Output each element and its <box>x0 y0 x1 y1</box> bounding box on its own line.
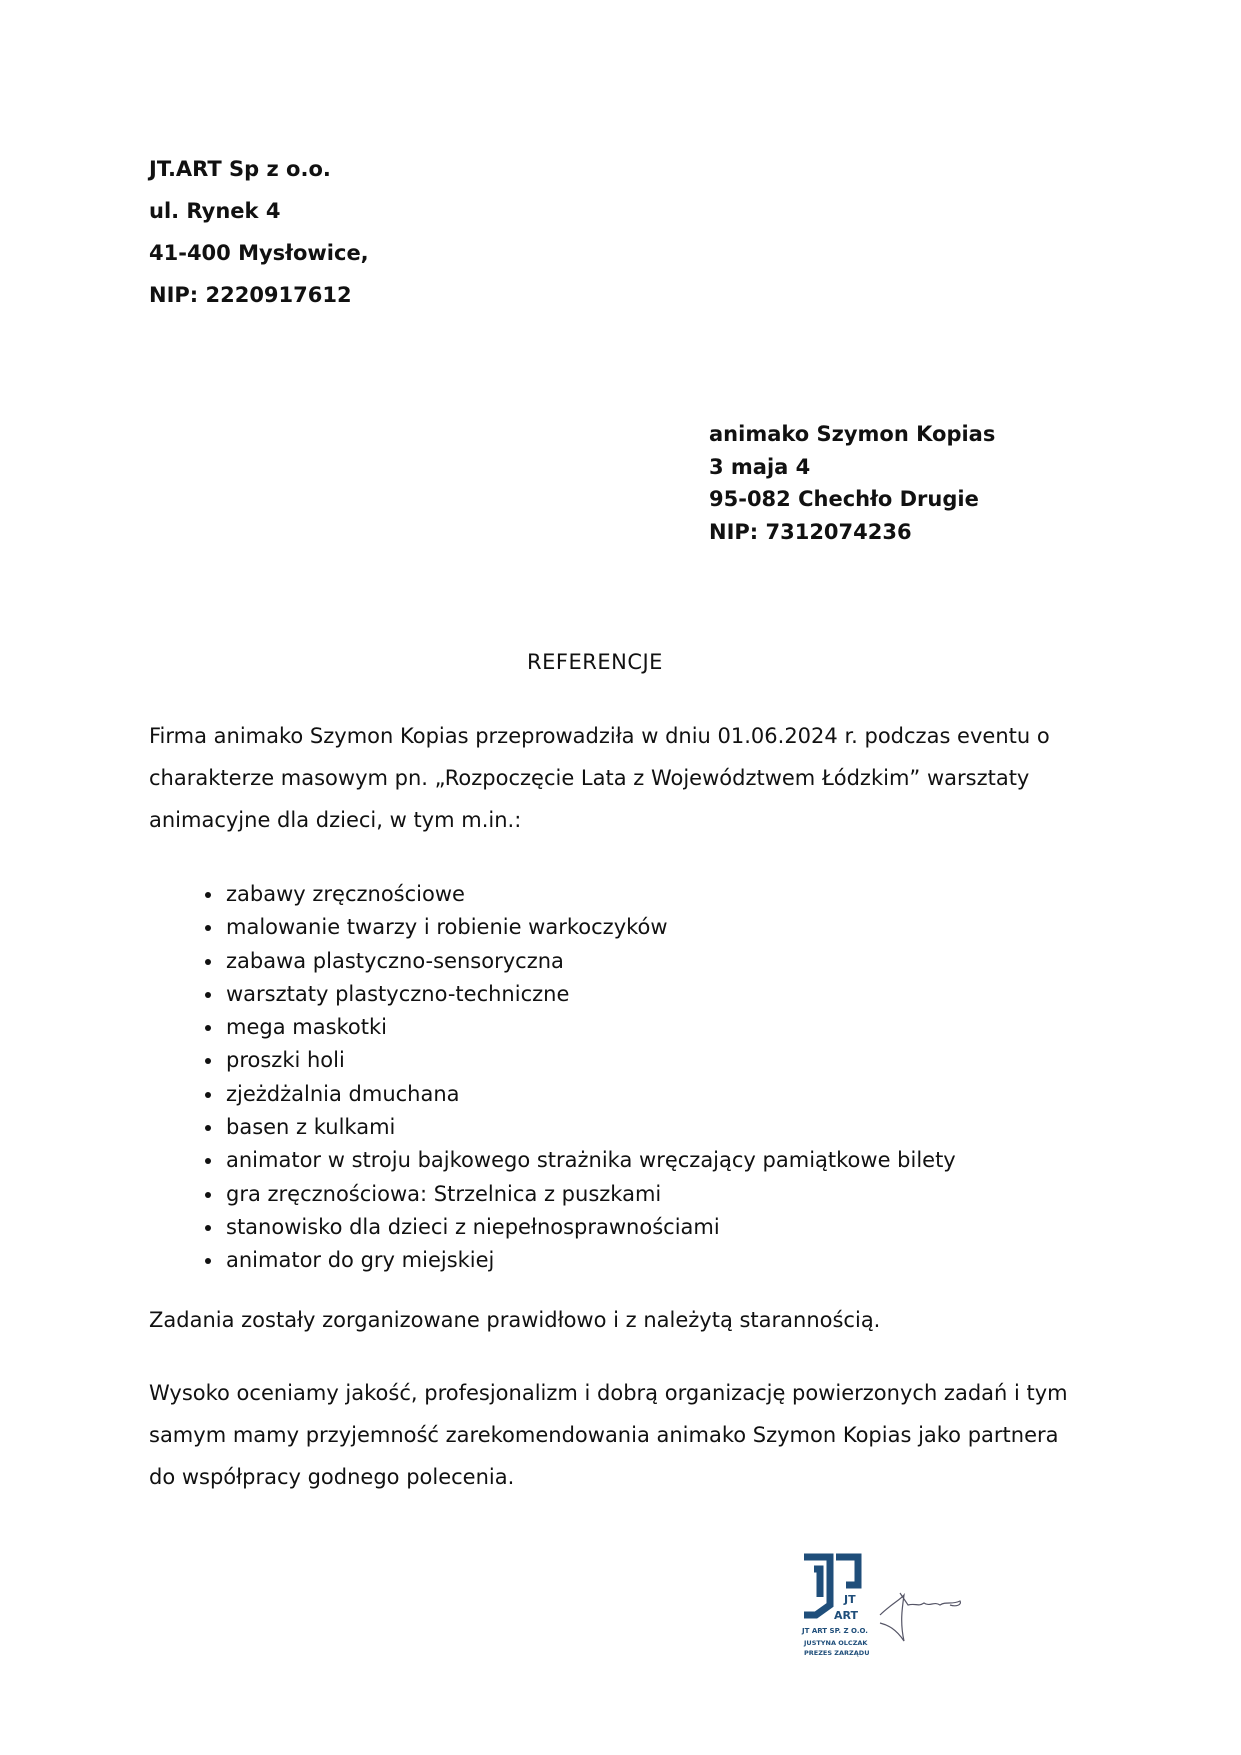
stamp-logo-icon <box>800 1545 980 1675</box>
closing-paragraph-2: Wysoko oceniamy jakość, profesjonalizm i dobrą organizację powierzonych zadań i tym samym mamy przyjemność zarekomendowania animako Szymon Kopias jako partnera do współpracy godnego polecenia. <box>149 1381 1068 1489</box>
svg-text:ART: ART <box>834 1609 858 1622</box>
list-item: • zabawa plastyczno-sensoryczna <box>224 945 956 978</box>
sender-line: NIP: 2220917612 <box>149 283 352 307</box>
list-item: • gra zręcznościowa: Strzelnica z puszkami <box>224 1178 956 1211</box>
sender-line: 41-400 Mysłowice, <box>149 241 369 265</box>
list-item: • warsztaty plastyczno-techniczne <box>224 978 956 1011</box>
svg-text:JT ART SP. Z O.O.: JT ART SP. Z O.O. <box>802 1627 868 1635</box>
recipient-line: animako Szymon Kopias <box>709 422 996 446</box>
list-item: • malowanie twarzy i robienie warkoczyków <box>224 911 956 944</box>
recipient-address <box>709 418 995 548</box>
recipient-line: 3 maja 4 <box>709 454 811 479</box>
list-item: • zabawy zręcznościowe <box>224 878 956 911</box>
document-title: REFERENCJE <box>527 650 663 674</box>
list-item: • zjeżdżalnia dmuchana <box>224 1078 956 1111</box>
sender-address <box>149 148 369 316</box>
recipient-line: NIP: 7312074236 <box>709 519 912 544</box>
list-item: • animator w stroju bajkowego strażnika wręczający pamiątkowe bilety <box>224 1144 956 1177</box>
activities-list <box>186 878 956 1278</box>
svg-text:JUSTYNA OLCZAK: JUSTYNA OLCZAK <box>804 1639 868 1647</box>
intro-paragraph: Firma animako Szymon Kopias przeprowadziła w dniu 01.06.2024 r. podczas eventu o charakterze masowym pn. „Rozpoczęcie Lata z Województwem Łódzkim” warsztaty animacyjne dla dzieci, w tym m.in.: <box>149 724 1050 832</box>
list-item: • mega maskotki <box>224 1011 956 1044</box>
sender-line: ul. Rynek 4 <box>149 199 281 223</box>
svg-text:PREZES ZARZĄDU: PREZES ZARZĄDU <box>804 1649 870 1657</box>
recipient-line: 95-082 Chechło Drugie <box>709 487 979 511</box>
list-item: • proszki holi <box>224 1044 956 1077</box>
list-item: • stanowisko dla dzieci z niepełnosprawnościami <box>224 1211 956 1244</box>
list-item: • animator do gry miejskiej <box>224 1244 956 1277</box>
closing-paragraph-1: Zadania zostały zorganizowane prawidłowo i z należytą starannością. <box>149 1308 881 1332</box>
list-item: • basen z kulkami <box>224 1111 956 1144</box>
sender-line: JT.ART Sp z o.o. <box>149 157 331 181</box>
company-stamp-signature <box>800 1545 980 1680</box>
svg-text:JT: JT <box>844 1593 856 1606</box>
